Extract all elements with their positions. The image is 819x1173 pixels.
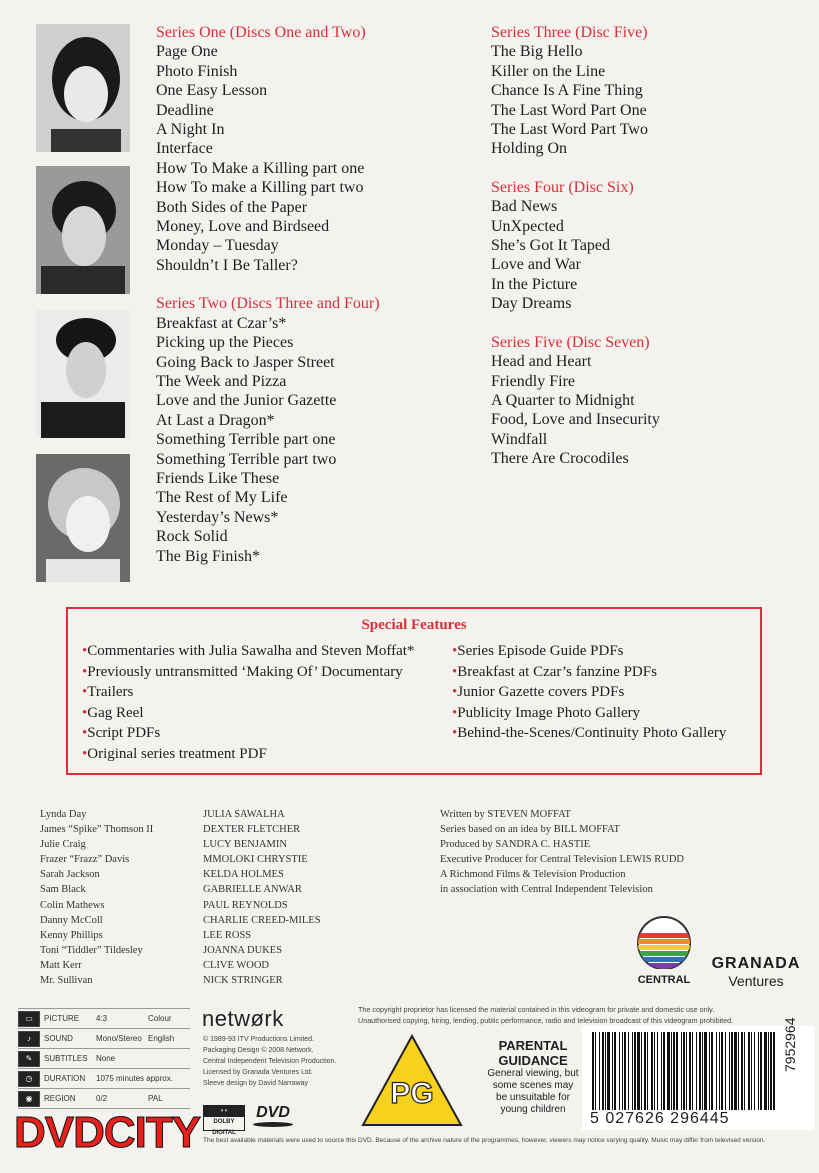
barcode-bar [644, 1032, 646, 1110]
barcode-bar [622, 1032, 623, 1110]
actor-name: JOANNA DUKES [203, 944, 283, 956]
subtitles-icon: ✎ [18, 1051, 40, 1067]
episode-title: Breakfast at Czar’s* [156, 314, 287, 332]
portrait-photo-3 [36, 310, 130, 438]
series-one-episodes [156, 42, 380, 275]
barcode-bar [721, 1032, 723, 1110]
episode-title: Friendly Fire [491, 372, 575, 390]
series-one-title: Series One (Discs One and Two) [156, 24, 366, 41]
barcode-bar [773, 1032, 775, 1110]
feature-item: •Junior Gazette covers PDFs [452, 684, 625, 700]
actor-name: KELDA HOLMES [203, 869, 284, 881]
barcode-bar [676, 1032, 678, 1110]
role-name: Sarah Jackson [40, 869, 100, 881]
actor-name: JULIA SAWALHA [203, 809, 285, 820]
series-two-episodes [156, 314, 380, 566]
feature-item: •Commentaries with Julia Sawalha and Steven Moffat* [82, 643, 415, 659]
barcode-bar [731, 1032, 733, 1110]
episode-title: Deadline [156, 101, 214, 119]
episode-title: UnXpected [491, 217, 564, 235]
special-features-title: Special Features [361, 617, 467, 633]
barcode-bar [619, 1032, 620, 1110]
episode-title: Picking up the Pieces [156, 334, 294, 352]
barcode-bar [770, 1032, 772, 1110]
episode-title: Head and Heart [491, 353, 592, 371]
legal-line: The copyright proprietor has licensed the material contained in this videogram for private and domestic use only. [358, 1005, 715, 1014]
actor-name: GABRIELLE ANWAR [203, 884, 302, 896]
barcode-bar [602, 1032, 604, 1110]
barcode-side-number: 7952964 [782, 1017, 798, 1072]
feature-item: •Original series treatment PDF [82, 745, 267, 762]
episode-title: Shouldn’t I Be Taller? [156, 256, 298, 274]
duration-icon: ◷ [18, 1071, 40, 1087]
role-name: Matt Kerr [40, 959, 82, 971]
barcode-bar [725, 1032, 726, 1110]
actor-name: PAUL REYNOLDS [203, 899, 288, 911]
series-list-left [156, 23, 380, 566]
actor-name: DEXTER FLETCHER [203, 824, 301, 836]
series-five-title: Series Five (Disc Seven) [491, 333, 650, 351]
episode-title: Food, Love and Insecurity [491, 411, 660, 429]
portrait-photo-2 [36, 166, 130, 294]
episode-title: Day Dreams [491, 295, 572, 313]
tech-row: ◷ DURATION 1075 minutes approx. [18, 1069, 190, 1089]
series-list-right [491, 23, 660, 469]
actor-name: CLIVE WOOD [203, 959, 270, 971]
barcode-bar [667, 1032, 670, 1110]
picture-icon: ▭ [18, 1011, 40, 1027]
actor-name: MMOLOKI CHRYSTIE [203, 854, 308, 866]
ventures-wordmark: Ventures [728, 973, 784, 989]
tech-specs-table [18, 1008, 190, 1109]
feature-item: •Script PDFs [82, 725, 161, 741]
barcode-bar [709, 1032, 710, 1110]
barcode-bar [671, 1032, 672, 1110]
barcode-bar [641, 1032, 642, 1110]
barcode-bar [634, 1032, 636, 1110]
episode-title: Interface [156, 140, 213, 158]
dolby-digital-logo: ◗◖ DOLBY DIGITAL [203, 1105, 245, 1131]
episode-title: Photo Finish [156, 62, 238, 80]
episode-title: Rock Solid [156, 528, 228, 546]
episode-title: Both Sides of the Paper [156, 198, 308, 216]
barcode-bar [657, 1032, 658, 1110]
episode-title: Something Terrible part two [156, 450, 337, 468]
barcode-bar [628, 1032, 629, 1110]
central-label: CENTRAL [637, 974, 691, 986]
role-name: Mr. Sullivan [40, 975, 93, 987]
credit-line: Series based on an idea by BILL MOFFAT [440, 824, 620, 836]
episode-title: How To make a Killing part two [156, 179, 364, 197]
cast-roles [40, 807, 153, 988]
role-name: Toni “Tiddler” Tildesley [40, 944, 143, 956]
barcode-bar [699, 1032, 701, 1110]
portrait-photo-1 [36, 24, 130, 152]
sound-icon: ♪ [18, 1031, 40, 1047]
barcode-bar [719, 1032, 720, 1110]
tech-row: ✎ SUBTITLES None [18, 1049, 190, 1069]
barcode-bar [754, 1032, 755, 1110]
episode-title: The Last Word Part One [491, 101, 647, 119]
barcode-digits: 5 027626 296445 [590, 1110, 730, 1127]
episode-title: A Night In [156, 121, 225, 139]
role-name: Kenny Phillips [40, 929, 103, 941]
episode-title: She’s Got It Taped [491, 237, 611, 255]
episode-title: Something Terrible part one [156, 431, 336, 449]
role-name: James “Spike” Thomson II [40, 824, 154, 836]
episode-title: Killer on the Line [491, 62, 606, 80]
barcode-bar [734, 1032, 737, 1110]
barcode-bar [632, 1032, 633, 1110]
barcode-bar [661, 1032, 662, 1110]
episode-title: Money, Love and Birdseed [156, 218, 330, 236]
barcode-bar [599, 1032, 600, 1110]
barcode-bar [683, 1032, 685, 1110]
portrait-photo-4 [36, 454, 130, 582]
feature-item: •Series Episode Guide PDFs [452, 643, 624, 659]
episode-title: In the Picture [491, 275, 578, 293]
barcode-bar [758, 1032, 759, 1110]
barcode-bar [673, 1032, 675, 1110]
barcode-bar [647, 1032, 648, 1110]
barcode-bars [590, 1032, 780, 1112]
tech-row: ▭ PICTURE 4:3 Colour [18, 1009, 190, 1029]
barcode-bar [651, 1032, 653, 1110]
episode-title: Love and the Junior Gazette [156, 392, 337, 410]
tech-row: ♪ SOUND Mono/Stereo English [18, 1029, 190, 1049]
credit-line: Written by STEVEN MOFFAT [440, 809, 571, 820]
episode-title: Windfall [491, 430, 548, 448]
granada-logo [704, 955, 808, 989]
footer-disclaimer: The best available materials were used to source this DVD. Because of the archive nature of the programmes, however, viewers may notice varying quality. Music may differ from televised version. [203, 1137, 766, 1144]
legal-notice [358, 1004, 733, 1026]
feature-item: •Trailers [82, 684, 134, 700]
copyright-line: Central Independent Television Production. [203, 1058, 337, 1065]
copyright-line: Licensed by Granada Ventures Ltd. [203, 1069, 313, 1076]
barcode-bar [711, 1032, 713, 1110]
dolby-icon: ◗◖ [204, 1106, 244, 1117]
barcode-bar [716, 1032, 717, 1110]
barcode [582, 1017, 814, 1130]
barcode-bar [614, 1032, 616, 1110]
episode-title: Monday – Tuesday [156, 237, 279, 255]
barcode-bar [592, 1032, 594, 1110]
barcode-bar [607, 1032, 610, 1110]
episode-title: Chance Is A Fine Thing [491, 82, 643, 100]
barcode-bar [595, 1032, 596, 1110]
barcode-bar [624, 1032, 626, 1110]
series-three-title: Series Three (Disc Five) [491, 24, 648, 41]
feature-item: •Gag Reel [82, 704, 144, 721]
episode-title: The Big Finish* [156, 547, 261, 565]
feature-item: •Breakfast at Czar’s fanzine PDFs [452, 663, 657, 680]
barcode-bar [663, 1032, 665, 1110]
credit-line: Produced by SANDRA C. HASTIE [440, 839, 591, 851]
role-name: Danny McColl [40, 914, 103, 926]
barcode-bar [605, 1032, 606, 1110]
dvdcity-watermark: DVDCITY [14, 1108, 201, 1157]
credit-line: in association with Central Independent Television [440, 884, 653, 896]
barcode-bar [738, 1032, 739, 1110]
episode-title: Holding On [491, 140, 567, 158]
barcode-bar [760, 1032, 762, 1110]
disc-icon [253, 1122, 293, 1127]
copyright-line: © 1989-93 ITV Productions Limited. [203, 1036, 314, 1043]
network-logo: netwørk [202, 1006, 284, 1031]
legal-line: Unauthorised copying, hiring, lending, public performance, radio and television broadcast of this videogram prohibited. [358, 1016, 734, 1025]
pg-badge-label: PG [390, 1077, 434, 1110]
barcode-bar [654, 1032, 655, 1110]
episode-title: The Week and Pizza [156, 372, 287, 390]
copyright-block [203, 1034, 336, 1089]
feature-item: •Publicity Image Photo Gallery [452, 704, 641, 721]
feature-item: •Behind-the-Scenes/Continuity Photo Gallery [452, 725, 727, 741]
role-name: Julie Craig [40, 839, 86, 851]
barcode-bar [689, 1032, 691, 1110]
barcode-bar [751, 1032, 752, 1110]
barcode-bar [748, 1032, 750, 1110]
episode-title: The Big Hello [491, 43, 583, 61]
episode-title: Bad News [491, 198, 558, 216]
barcode-bar [729, 1032, 730, 1110]
episode-title: At Last a Dragon* [156, 411, 275, 429]
central-rainbow-icon [636, 915, 692, 969]
parental-guidance-title: PARENTAL GUIDANCE [498, 1038, 568, 1068]
episode-title: How To Make a Killing part one [156, 159, 365, 177]
episode-title: Going Back to Jasper Street [156, 353, 335, 371]
barcode-bar [704, 1032, 707, 1110]
barcode-bar [612, 1032, 613, 1110]
episode-title: The Rest of My Life [156, 489, 288, 507]
granada-wordmark: GRANADA [711, 955, 801, 972]
barcode-bar [764, 1032, 767, 1110]
actor-name: CHARLIE CREED-MILES [203, 914, 321, 926]
special-features-box [66, 607, 762, 775]
features-left-column [82, 641, 414, 764]
cast-actors [203, 807, 321, 988]
barcode-bar [768, 1032, 769, 1110]
episode-title: One Easy Lesson [156, 82, 268, 100]
role-name: Sam Black [40, 884, 86, 896]
barcode-bar [637, 1032, 640, 1110]
feature-item: •Previously untransmitted ‘Making Of’ Documentary [82, 663, 403, 680]
episode-title: Page One [156, 43, 218, 61]
role-name: Lynda Day [40, 809, 87, 820]
episode-title: Yesterday’s News* [156, 508, 279, 526]
barcode-bar [696, 1032, 697, 1110]
actor-name: NICK STRINGER [203, 975, 283, 987]
role-name: Colin Mathews [40, 899, 105, 911]
copyright-line: Sleeve design by David Narraway [203, 1080, 309, 1087]
barcode-bar [741, 1032, 743, 1110]
parental-guidance-text: PARENTAL GUIDANCE General viewing, but some scenes may be unsuitable for young children [470, 1038, 596, 1116]
crew-credits [440, 807, 684, 898]
tech-row: ◉ REGION 0/2 PAL [18, 1089, 190, 1109]
central-logo [636, 915, 692, 986]
barcode-bar [744, 1032, 745, 1110]
pg-rating-badge [360, 1033, 464, 1129]
barcode-bar [692, 1032, 693, 1110]
copyright-line: Packaging Design © 2008 Network. [203, 1047, 314, 1054]
actor-name: LUCY BENJAMIN [203, 839, 287, 851]
credit-line: Executive Producer for Central Television LEWIS RUDD [440, 854, 685, 866]
barcode-bar [702, 1032, 703, 1110]
role-name: Frazer “Frazz” Davis [40, 854, 130, 866]
dvd-logo: DVD [250, 1104, 296, 1130]
episode-title: Love and War [491, 256, 581, 274]
features-right-column [452, 641, 726, 744]
episode-title: The Last Word Part Two [491, 121, 648, 139]
credit-line: A Richmond Films & Television Production [440, 869, 626, 881]
actor-name: LEE ROSS [203, 929, 252, 941]
barcode-bar [686, 1032, 687, 1110]
episode-title: There Are Crocodiles [491, 450, 629, 468]
region-icon: ◉ [18, 1091, 40, 1107]
episode-title: Friends Like These [156, 469, 280, 487]
series-four-title: Series Four (Disc Six) [491, 178, 634, 196]
series-two-title: Series Two (Discs Three and Four) [156, 295, 380, 313]
episode-title: A Quarter to Midnight [491, 391, 635, 409]
barcode-bar [681, 1032, 682, 1110]
